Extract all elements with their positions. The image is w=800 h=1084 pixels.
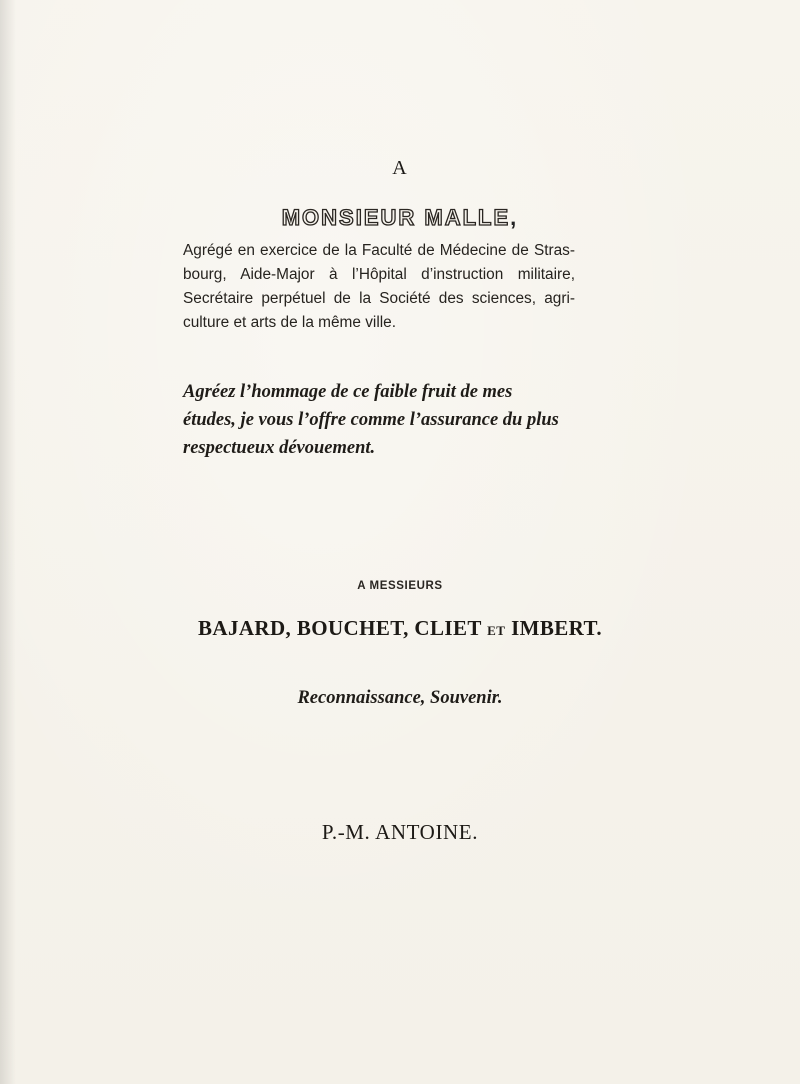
- titles-line: Agrégé en exercice de la Faculté de Médecine de Stras-: [183, 242, 575, 259]
- dedicatee-titles: [183, 239, 575, 335]
- reconnaissance-line: Reconnaissance, Souvenir.: [297, 688, 503, 708]
- second-dedication-heading: A MESSIEURS: [357, 580, 443, 592]
- homage-line: études, je vous l’offre comme l’assurance du plus: [183, 410, 559, 430]
- homage-paragraph: [183, 378, 583, 462]
- titles-line: bourg, Aide-Major à l’Hôpital d’instruction militaire,: [183, 266, 575, 283]
- author-signature: P.-M. ANTOINE.: [321, 820, 479, 844]
- dedicatee-punct: ,: [510, 205, 519, 230]
- homage-line: Agréez l’hommage de ce faible fruit de mes: [183, 382, 513, 402]
- second-dedication-names: [0, 616, 800, 641]
- names-conjunction: ET: [487, 623, 506, 638]
- names-list: BAJARD, BOUCHET, CLIET: [197, 616, 482, 640]
- titles-line: culture et arts de la même ville.: [183, 314, 396, 331]
- dedicatee-heading: [0, 205, 800, 231]
- dedicatee-name: MALLE: [424, 205, 511, 230]
- titles-line: Secrétaire perpétuel de la Société des sciences, agri-: [183, 290, 575, 307]
- dedicatee-honorific: MONSIEUR: [281, 205, 417, 230]
- names-last: IMBERT.: [511, 616, 602, 640]
- salutation: A: [392, 157, 408, 179]
- homage-line: respectueux dévouement.: [183, 438, 376, 458]
